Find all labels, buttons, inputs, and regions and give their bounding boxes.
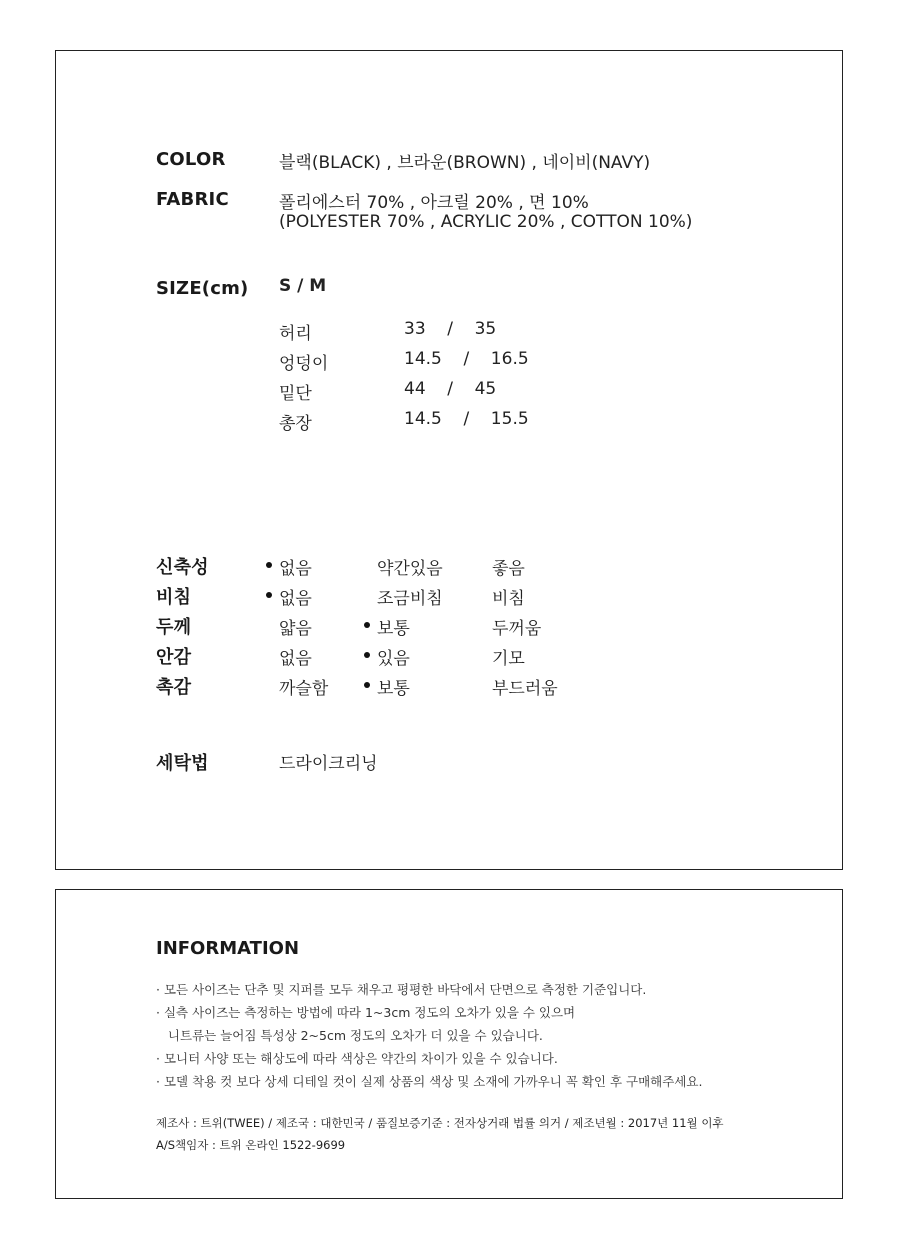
fabric-label: FABRIC (156, 189, 229, 210)
color-label: COLOR (156, 149, 226, 170)
manufacturer-info: 제조사 : 트위(TWEE) / 제조국 : 대한민국 / 품질보증기준 : 전자상거래 법률 의거 / 제조년월 : 2017년 11월 이후 (156, 1116, 724, 1130)
attribute-option: 없음 (279, 649, 312, 669)
as-contact-info: A/S책임자 : 트위 온라인 1522-9699 (156, 1138, 346, 1152)
measurement-name: 허리 (279, 324, 312, 344)
fabric-value-korean: 폴리에스터 70% , 아크릴 20% , 면 10% (279, 193, 589, 213)
size-options: S / M (279, 276, 327, 296)
color-value: 블랙(BLACK) , 브라운(BROWN) , 네이비(NAVY) (279, 153, 651, 173)
attribute-label: 비침 (156, 587, 192, 608)
info-note: · 모델 착용 컷 보다 상세 디테일 컷이 실제 상품의 색상 및 소재에 가까우니 꼭 확인 후 구매해주세요. (156, 1074, 703, 1089)
info-note: · 실측 사이즈는 측정하는 방법에 따라 1~3cm 정도의 오차가 있을 수 있으며 (156, 1005, 576, 1020)
attribute-label: 촉감 (156, 677, 192, 698)
measurement-name: 총장 (279, 414, 312, 434)
information-panel (55, 889, 843, 1199)
attribute-label: 안감 (156, 647, 192, 668)
info-note: · 모니터 사양 또는 해상도에 따라 색상은 약간의 차이가 있을 수 있습니다. (156, 1051, 558, 1066)
attribute-option: 약간있음 (377, 559, 443, 579)
info-note: · 모든 사이즈는 단추 및 지퍼를 모두 채우고 평평한 바닥에서 단면으로 측정한 기준입니다. (156, 982, 647, 997)
measurement-name: 엉덩이 (279, 354, 329, 374)
measurement-value: 33 / 35 (404, 319, 497, 339)
info-note: 니트류는 늘어짐 특성상 2~5cm 정도의 오차가 더 있을 수 있습니다. (156, 1028, 543, 1043)
attribute-option: 두꺼움 (492, 619, 542, 639)
product-spec-panel (55, 50, 843, 870)
fabric-value-english: (POLYESTER 70% , ACRYLIC 20% , COTTON 10%) (279, 212, 693, 232)
attribute-option: 기모 (492, 649, 525, 669)
measurement-name: 밑단 (279, 384, 312, 404)
attribute-option: 좋음 (492, 559, 525, 579)
attribute-option: 까슬함 (279, 679, 329, 699)
measurement-value: 44 / 45 (404, 379, 497, 399)
measurement-value: 14.5 / 16.5 (404, 349, 529, 369)
washing-value: 드라이크리닝 (279, 754, 378, 774)
attribute-option: 비침 (492, 589, 525, 609)
attribute-label: 두께 (156, 617, 192, 638)
attribute-option-selected: 있음 (377, 644, 410, 669)
attribute-option-selected: 보통 (377, 614, 410, 639)
attribute-option-selected: 없음 (279, 554, 312, 579)
attribute-option: 조금비침 (377, 589, 443, 609)
attribute-option: 부드러움 (492, 679, 558, 699)
attribute-option-selected: 없음 (279, 584, 312, 609)
size-label: SIZE(cm) (156, 278, 249, 299)
attribute-option-selected: 보통 (377, 674, 410, 699)
measurement-value: 14.5 / 15.5 (404, 409, 529, 429)
attribute-label: 신축성 (156, 557, 209, 578)
information-title: INFORMATION (156, 938, 300, 959)
washing-label: 세탁법 (156, 753, 209, 774)
attribute-option: 얇음 (279, 619, 312, 639)
